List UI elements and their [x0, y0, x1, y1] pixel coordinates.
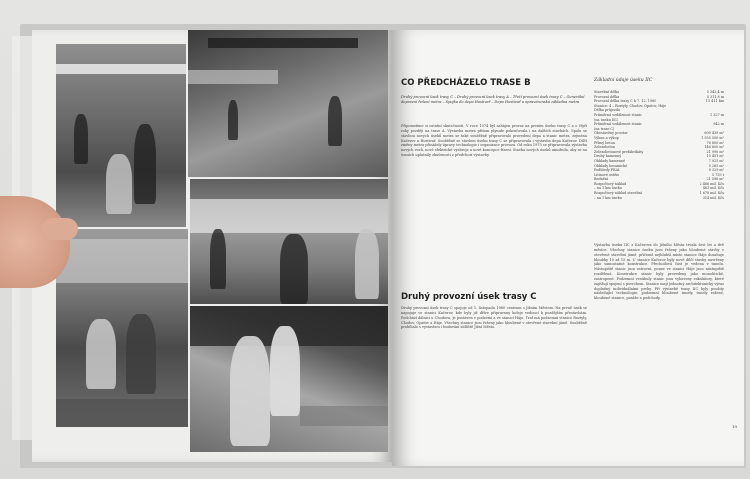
table-row-label: Rozpočtový náklad stavební [594, 191, 642, 196]
table-row-label: Přímý beton [594, 140, 615, 145]
section-intro: Druhý provozní úsek trasy C – Druhý provozní úsek trasy A – Třetí provozní úsek trasy C – Generální dopravní řešení metra – Spojka do depa Hostivař – Depo Hostivař a opravárenská základna metra [401, 95, 585, 104]
photo-train-bench [56, 229, 188, 427]
table-row-label: Bednění [594, 177, 609, 182]
table-row-label: Průměrná vzdálenost stanic [594, 112, 642, 117]
body-text-3: Výstavba úseku IIC z Kačerova do Jižního Města trvala šest let a dvě měsíce. Všechny stanice úseku jsou řešeny jako hloubené stavby v otevřené stavební jámě, přičemž nejhlubší místo stanice Háje dosahuje hloubky 10 až 15 m. U stanice Kačerov byly nové dílčí stavby navrženy jako samostatné konstrukce. Přechodová část je vedena v tunelu. Nástupiště stanic jsou ostrovní, pouze ve stanici Háje jsou nástupiště rozdělená. Konstrukce stanic byly provedeny jako monolitické, zastropené. Podzemní vestibuly stanic jsou vybaveny eskalátory, které zajišťují spojení s povrchem. Stanice mají jednotný architektonický výraz doplněný individuálními prvky. Při výstavbě trasy IIC byly použity následující technologie: podzemní hloubené tunely, tunely ražené, hloubené stanice, pasáže a podchody. [594, 243, 724, 301]
photo-station-platform [56, 44, 186, 227]
photo-train-passengers [190, 179, 388, 304]
photo-station-hall [188, 30, 388, 177]
table-row-label: Stanice: 4 – Roztyly, Chodov, Opatov, Háje [594, 103, 667, 108]
table-row-value: 5 759 t [711, 172, 724, 177]
table-row-value: 314 mil. Kčs [702, 195, 724, 200]
photo-children-platform [190, 306, 388, 452]
table-row-label: Litinové ostění [594, 172, 620, 177]
table-row-label: Provozní délka [594, 94, 620, 99]
table-row-value: 2 466 mil. Kčs [699, 181, 724, 186]
table-row-value: 21 990 m³ [706, 149, 724, 154]
table-row-value: 942 m [713, 122, 724, 127]
table-title: Základní údaje úseku IIC [594, 78, 653, 83]
table-row-value: 5 311,8 m [706, 94, 724, 99]
table-row-value: 21 596 m² [706, 177, 724, 182]
table-row-value: 76 800 m³ [706, 140, 724, 145]
table-row-value: 7 925 m² [708, 158, 724, 163]
table-row-value: 609 439 m³ [704, 131, 724, 136]
table-row-label: Podhledy FEAL [594, 168, 621, 173]
table-row-value: 11 411 km [705, 99, 724, 104]
table-row-label: Výkon a výkop [594, 135, 619, 140]
table-row-value: 146 600 m³ [704, 145, 724, 150]
table-row-label: Průměrná vzdálenost stanic [594, 122, 642, 127]
table-row-label: Obklady kamenné [594, 158, 625, 163]
table-row-label: Železobeton [594, 145, 616, 150]
subsection-title: Druhý provozní úsek trasy C [401, 292, 537, 302]
thumb [42, 218, 78, 240]
section-title: CO PŘEDCHÁZELO TRASE B [401, 78, 531, 88]
table-row-value: 1 555 500 m³ [701, 135, 724, 140]
table-row-label: Délka průjezdu [594, 108, 621, 113]
table-row-label: – na 1 km úseku [594, 195, 622, 200]
table-row-value: 5 343,4 m [706, 90, 724, 94]
table-row-label: Provozní délka trasy C k 7. 12. 1980 [594, 99, 657, 104]
table-row-value: 463 mil. Kčs [702, 186, 724, 191]
table-row-label: Druhý kamenný [594, 154, 622, 159]
table-row-label: Železobetonové prefabrikáty [594, 149, 644, 154]
table-row-value: 8 329 m² [708, 168, 724, 173]
data-table [594, 90, 724, 200]
table-row-label: Rozpočtový náklad [594, 181, 627, 186]
table-row-label: – na 1 km úseku [594, 186, 622, 191]
table-row-value: 5 265 m² [708, 163, 724, 168]
table-row-label: (na trase C) [594, 126, 615, 131]
table-row-value: 15 451 m² [706, 154, 724, 159]
page-number: 19 [732, 424, 738, 429]
table-row-value: 1 678 mil. Kčs [699, 191, 724, 196]
table-row-value: 1 327 m [710, 112, 724, 117]
table-row-label: Obestavěný prostor [594, 131, 628, 136]
body-text-1: Připomeňme si ostatní skutečnosti. V roce 1974 byl zahájen provoz na prvním úseku trasy C a o čtyři roky později na trase A. Výstavba metra přitom plynule pokračovala i na dalších stavbách. Spolu se stavbou nových úseků metra se také souběžně připravovalo provedení depa a stanic metra, zejména Kačerov a Hostivař. Souběžně se stavbou úseku trasy C se připravovala i výstavba depa Kačerov. Dílčí změny metra přinášely úpravy technologie i organizace provozu. Od roku 1975 se připravovala výstavba nových vozů, nové elektrické výzbroje a nové koncepce řízení. Stavba nových úseků umožnila, aby se na trasách uplatnily zkušenosti z předchozí výstavby. [401, 124, 587, 158]
table-row-label: Obklady keramické [594, 163, 628, 168]
table-row-label: Stavební délka [594, 90, 620, 94]
table-row-label: (na úseku IIC) [594, 117, 619, 122]
table-row [594, 196, 724, 201]
body-text-2: Druhý provozní úsek trasy C spojuje od 1. listopadu 1980 centrum s Jižním Městem. Na prvně úsek se napojuje ve stanici Kačerov, kde byly již dříve připraveny koleje vedoucí k pozdějším přestavbám. Podchází dálnici u Chodova, je postaven v podzemí a ve stanici Háje. Trať má podzemní stanice Roztyly, Chodov, Opatov a Háje. Všechny stanice jsou řešeny jako hloubené v otevřené stavební jámě. Souběžně probíhalo s výstavbou i budování sídliště Jižní Město. [401, 306, 587, 330]
